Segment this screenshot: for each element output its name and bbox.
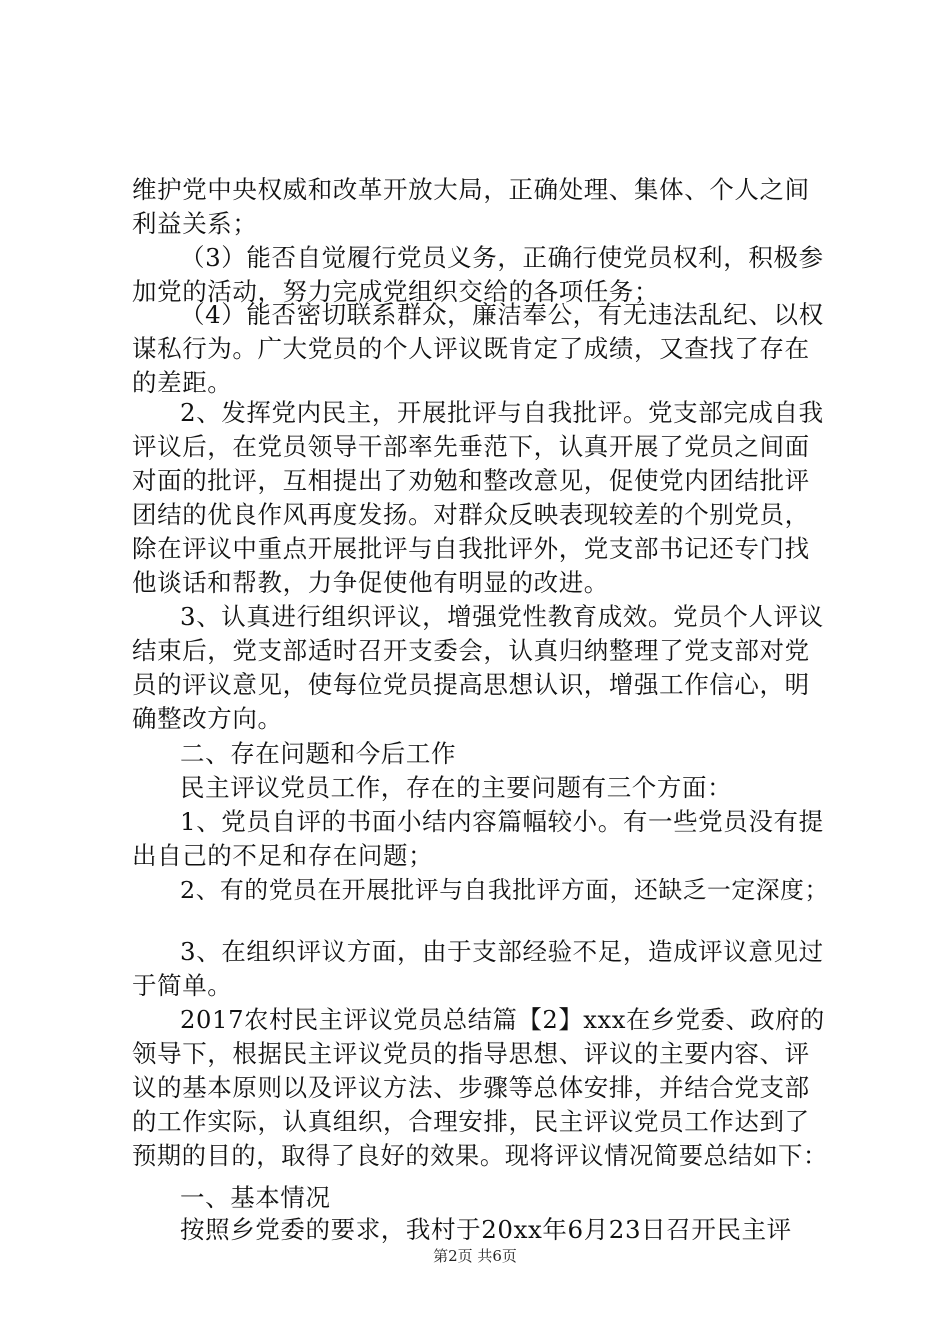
- text-line: 议的基本原则以及评议方法、步骤等总体安排，并结合党支部: [132, 1073, 810, 1102]
- text-line: 团结的优良作风再度发扬。对群众反映表现较差的个别党员，: [132, 500, 810, 529]
- text-line: 预期的目的，取得了良好的效果。现将评议情况简要总结如下：: [132, 1141, 828, 1170]
- text-line: 的工作实际，认真组织，合理安排，民主评议党员工作达到了: [132, 1107, 810, 1136]
- text-line: 加党的活动，努力完成党组织交给的各项任务；: [132, 277, 660, 306]
- text-line: 3、在组织评议方面，由于支部经验不足，造成评议意见过: [180, 937, 824, 966]
- text-line: 评议后，在党员领导干部率先垂范下，认真开展了党员之间面: [132, 432, 810, 461]
- text-line: 利益关系；: [132, 209, 258, 238]
- text-line: 按照乡党委的要求，我村于20xx年6月23日召开民主评: [180, 1215, 792, 1244]
- text-line: 员的评议意见，使每位党员提高思想认识，增强工作信心，明: [132, 670, 810, 699]
- section-heading: 二、存在问题和今后工作: [180, 739, 457, 768]
- text-line: （4）能否密切联系群众，廉洁奉公，有无违法乱纪、以权: [180, 300, 824, 329]
- text-line: 谋私行为。广大党员的个人评议既肯定了成绩，又查找了存在: [132, 334, 810, 363]
- page-number: 第2页 共6页: [433, 1247, 517, 1265]
- text-line: 2、发挥党内民主，开展批评与自我批评。党支部完成自我: [180, 398, 824, 427]
- text-line: 他谈话和帮教，力争促使他有明显的改进。: [132, 568, 609, 597]
- section-heading: 一、基本情况: [180, 1183, 331, 1212]
- text-line: 结束后，党支部适时召开支委会，认真归纳整理了党支部对党: [132, 636, 810, 665]
- text-line: 2、有的党员在开展批评与自我批评方面，还缺乏一定深度；: [180, 876, 829, 904]
- text-line: 确整改方向。: [132, 704, 283, 733]
- text-line: 对面的批评，互相提出了劝勉和整改意见，促使党内团结批评: [132, 466, 810, 495]
- text-line: 于简单。: [132, 971, 233, 1000]
- text-line: 维护党中央权威和改革开放大局，正确处理、集体、个人之间: [132, 175, 810, 204]
- text-line: 1、党员自评的书面小结内容篇幅较小。有一些党员没有提: [180, 807, 824, 836]
- text-line: （3）能否自觉履行党员义务，正确行使党员权利，积极参: [180, 243, 824, 272]
- text-line: 出自己的不足和存在问题；: [132, 841, 434, 870]
- text-line: 领导下，根据民主评议党员的指导思想、评议的主要内容、评: [132, 1039, 810, 1068]
- text-line: 3、认真进行组织评议，增强党性教育成效。党员个人评议: [180, 602, 824, 631]
- text-line: 2017农村民主评议党员总结篇【2】xxx在乡党委、政府的: [180, 1005, 825, 1034]
- text-line: 的差距。: [132, 368, 233, 397]
- text-line: 除在评议中重点开展批评与自我批评外，党支部书记还专门找: [132, 534, 810, 563]
- text-line: 民主评议党员工作，存在的主要问题有三个方面：: [180, 773, 733, 802]
